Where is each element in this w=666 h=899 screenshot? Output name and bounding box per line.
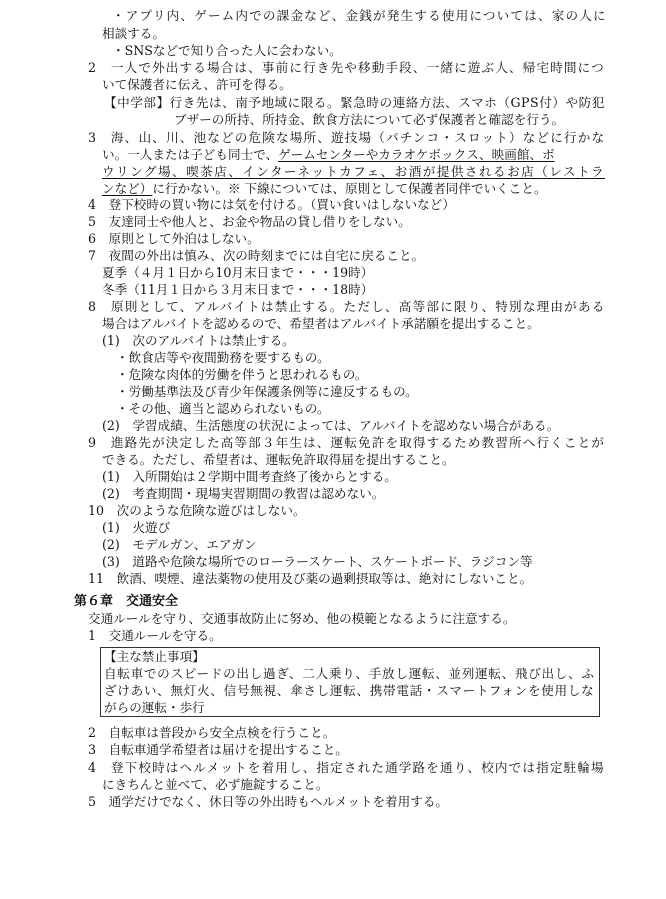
text-line: できる。ただし、希望者は、運転免許取得届を提出すること。 [102,452,455,467]
text-line: (2) モデルガン、エアガン [102,537,257,552]
list-item-3: 3 海、山、川、池などの危険な場所、遊技場（パチンコ・スロット）などに行かな [88,130,606,145]
text-line: ブザーの所持、所持金、飲食方法について必ず保護者と確認を行う。 [174,112,565,127]
box-title: 【主な禁止事項】 [104,649,205,664]
text-segment: 一人または子ども同士で、 [127,147,279,162]
text-line: ・危険な肉体的労働を伴うと思われるもの。 [116,367,368,382]
text-line: (2) 考査期間・現場実習期間の教習は認めない。 [102,486,385,501]
list-item-10: 10 次のような危険な遊びはしない。 [88,503,306,518]
text-line: 交通ルールを守り、交通事故防止に努め、他の模範となるように注意する。 [88,611,516,626]
list-item-6: 6 原則として外泊はしない。 [88,231,260,246]
text-line: 冬季（11月１日から３月末日まで・・・18時） [102,282,374,297]
text-line: ・飲食店等や夜間勤務を要するもの。 [116,350,330,365]
text-line: 自転車でのスピードの出し過ぎ、二人乗り、手放し運転、並列運転、飛び出し、ふ [104,666,595,681]
list-item-4: 4 登下校時はヘルメットを着用し、指定された通学路を通り、校内では指定駐輪場 [88,760,605,775]
text-line: ・その他、適当と認められないもの。 [116,401,330,416]
list-item-9: 9 進路先が決定した高等部３年生は、運転免許を取得するため教習所へ行くことが [88,435,606,450]
text-line: ・SNSなどで知り合った人に会わない。 [112,43,342,58]
list-item-5: 5 通学だけでなく、休日等の外出時もヘルメットを着用する。 [88,794,449,809]
text-line: (1) 入所開始は２学期中間考査終了後からとする。 [102,469,397,484]
text-line: (3) 道路や危険な場所でのローラースケート、スケートボード、ラジコン等 [102,554,533,569]
list-item-2: 2 一人で外出する場合は、事前に行き先や移動手段、一緒に遊ぶ人、帰宅時間につ [88,60,605,75]
text-line: にきちんと並べて、必ず施錠すること。 [102,777,329,792]
underlined-text: ンなど） [102,181,153,196]
text-line [102,147,555,163]
list-item-3: 3 自転車通学希望者は届けを提出すること。 [88,742,348,757]
section-heading: 第６章 交通安全 [74,594,179,609]
text-segment: い。 [102,147,128,162]
list-item-4: 4 登下校時の買い物には気を付ける。（買い食いはしないなど） [88,197,455,212]
text-line: 【中学部】行き先は、南予地域に限る。緊急時の連絡方法、スマホ（GPS付）や防犯 [104,95,605,110]
text-line: (2) 学習成績、生活態度の状況によっては、アルバイトを認めない場合がある。 [102,418,560,433]
text-line: がらの運転・歩行 [104,700,205,715]
list-item-1: 1 交通ルールを守る。 [88,628,222,643]
list-item-5: 5 友達同士や他人と、お金や物品の貸し借りをしない。 [88,214,411,229]
list-item-11: 11 飲酒、喫煙、違法薬物の使用及び薬の過剰摂取等は、絶対にしないこと。 [88,571,533,586]
underlined-text: ゲームセンターやカラオケボックス、映画館、ボ [278,147,555,162]
list-item-2: 2 自転車は普段から安全点検を行うこと。 [88,725,336,740]
underlined-text: ウリング場、喫茶店、インターネットカフェ、お酒が提供されるお店（レストラ [102,164,606,179]
text-line: いて保護者に伝え、許可を得る。 [102,77,292,92]
text-line: 夏季（４月１日から10月末日まで・・・19時） [102,265,374,280]
text-line: ・労働基準法及び青少年保護条例等に違反するもの。 [116,384,418,399]
text-segment: に行かない。※ 下線については、原則として保護者同伴でいくこと。 [152,181,547,196]
text-line: (1) 火遊び [102,520,171,535]
text-line: 場合はアルバイトを認めるので、希望者はアルバイト承諾願を提出すること。 [102,316,540,331]
text-line: 相談する。 [102,26,165,41]
list-item-7: 7 夜間の外出は慎み、次の時刻までには自宅に戻ること。 [88,248,425,263]
text-line: ・アプリ内、ゲーム内での課金など、金銭が発生する使用については、家の人に [112,8,607,23]
text-line: ざけあい、無灯火、信号無視、傘さし運転、携帯電話・スマートフォンを使用しな [104,683,595,698]
text-line [102,181,547,197]
list-item-8: 8 原則として、アルバイトは禁止する。ただし、高等部に限り、特別な理由がある [88,299,606,314]
text-line: (1) 次のアルバイトは禁止する。 [102,333,295,348]
